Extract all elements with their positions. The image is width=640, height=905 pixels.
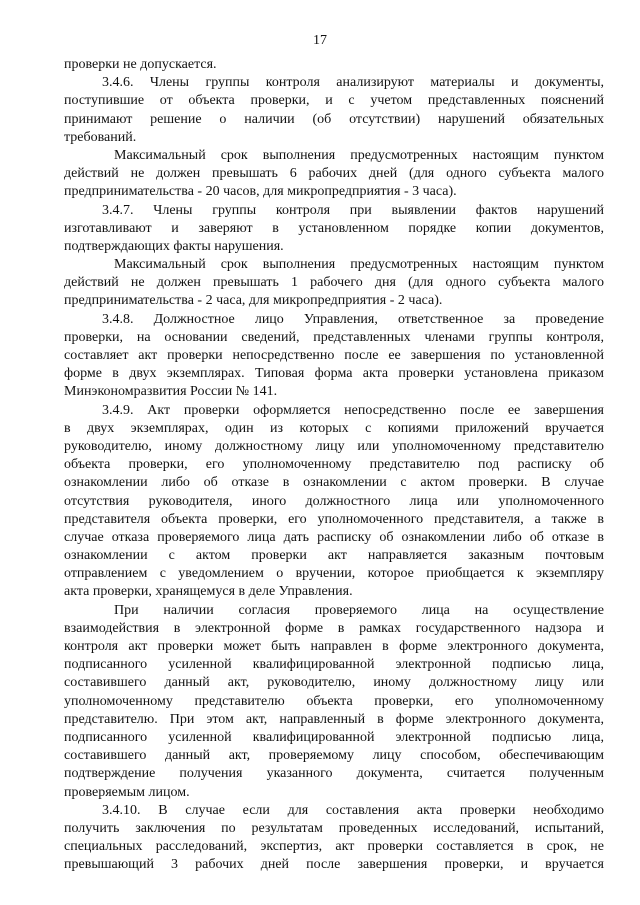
text-line: подтверждение получения указанного документа, считается полученным — [64, 766, 604, 782]
text-line: руководителю, иному должностному лицу или уполномоченному представителю — [64, 438, 604, 454]
text-line: специальных расследований, экспертиз, акт проверки составляется в срок, не — [64, 839, 604, 855]
text-line: предпринимательства - 20 часов, для микропредприятия - 3 часа). — [64, 184, 457, 200]
page-number: 17 — [313, 33, 327, 48]
text-line: отсутствия руководителя, иного должностного лица или уполномоченного — [64, 493, 604, 509]
text-line: проверки, на основании сведений, представленных членами группы контроля, — [64, 329, 604, 345]
text-line: подтверждающих факты нарушения. — [64, 238, 284, 254]
text-line: 3.4.10. В случае если для составления акта проверки необходимо — [102, 802, 604, 818]
text-line: контроля акт проверки может быть направлен в форме электронного документа, — [64, 639, 604, 654]
text-line: ознакомлении либо об отказе в ознакомлении с актом проверки. В случае — [64, 475, 604, 491]
text-line: проверяемым лицом. — [64, 784, 190, 800]
text-line: объекта проверки, его уполномоченному представителю под расписку об — [64, 457, 604, 473]
text-line: При наличии согласия проверяемого лица на осуществление — [114, 602, 604, 618]
text-line: представителю. При этом акт, направленный в форме электронного документа, — [64, 711, 604, 727]
text-line: превышающий 3 рабочих дней после завершения проверки, и вручается — [64, 857, 604, 873]
text-line: Минэкономразвития России № 141. — [64, 384, 278, 400]
text-line: подписанного усиленной квалифицированной электронной подписью лица, — [64, 657, 604, 673]
text-line: требований. — [64, 129, 137, 145]
text-line: составляет акт проверки непосредственно после ее завершения по установленной — [64, 348, 604, 363]
text-line: отправлением с уведомлением о вручении, которое приобщается к экземпляру — [64, 566, 604, 582]
text-line: ознакомлении с актом проверки акт направляется заказным почтовым — [64, 548, 604, 564]
text-line: 3.4.9. Акт проверки оформляется непосредственно после ее завершения — [102, 402, 604, 418]
text-line: уполномоченному представителю объекта проверки, его уполномоченному — [64, 693, 604, 709]
text-line: взаимодействия в электронной форме в рамках государственного надзора и — [64, 620, 604, 636]
text-line: Максимальный срок выполнения предусмотренных настоящим пунктом — [114, 257, 604, 273]
text-line: составившего данный акт, руководителю, иному должностному лицу или — [64, 675, 604, 691]
text-line: проверки не допускается. — [64, 57, 217, 72]
text-line: подписанного усиленной квалифицированной электронной подписью лица, — [64, 729, 604, 745]
document-body — [64, 56, 604, 874]
text-line: получить заключения по результатам проведенных исследований, испытаний, — [64, 820, 604, 836]
text-line: Максимальный срок выполнения предусмотренных настоящим пунктом — [114, 147, 604, 163]
text-line: форме в двух экземплярах. Типовая форма акта проверки установлена приказом — [64, 366, 604, 382]
text-line: действий не должен превышать 1 рабочего дня (для одного субъекта малого — [64, 275, 604, 291]
text-line: изготавливают и заверяют в установленном порядке копии документов, — [64, 220, 604, 236]
text-line: в двух экземплярах, один из которых с копиями приложений вручается — [64, 420, 604, 436]
text-line: действий не должен превышать 6 рабочих дней (для одного субъекта малого — [64, 166, 604, 182]
text-line: 3.4.8. Должностное лицо Управления, ответственное за проведение — [102, 311, 604, 327]
text-line: случае отказа проверяемого лица дать расписку об ознакомлении либо об отказе в — [64, 529, 604, 545]
text-line: составившего данный акт, проверяемому лицу способом, обеспечивающим — [64, 748, 604, 764]
text-line: принимают решение о наличии (об отсутствии) нарушений обязательных — [64, 111, 604, 127]
text-line: акта проверки, хранящемуся в деле Управления. — [64, 584, 353, 600]
text-line: предпринимательства - 2 часа, для микропредприятия - 2 часа). — [64, 293, 443, 309]
text-line: представителя объекта проверки, его уполномоченного представителя, а также в — [64, 511, 604, 527]
text-line: 3.4.7. Члены группы контроля при выявлении фактов нарушений — [102, 202, 604, 218]
text-line: поступившие от объекта проверки, и с учетом представленных пояснений — [64, 93, 604, 109]
text-line: 3.4.6. Члены группы контроля анализируют материалы и документы, — [102, 75, 604, 91]
